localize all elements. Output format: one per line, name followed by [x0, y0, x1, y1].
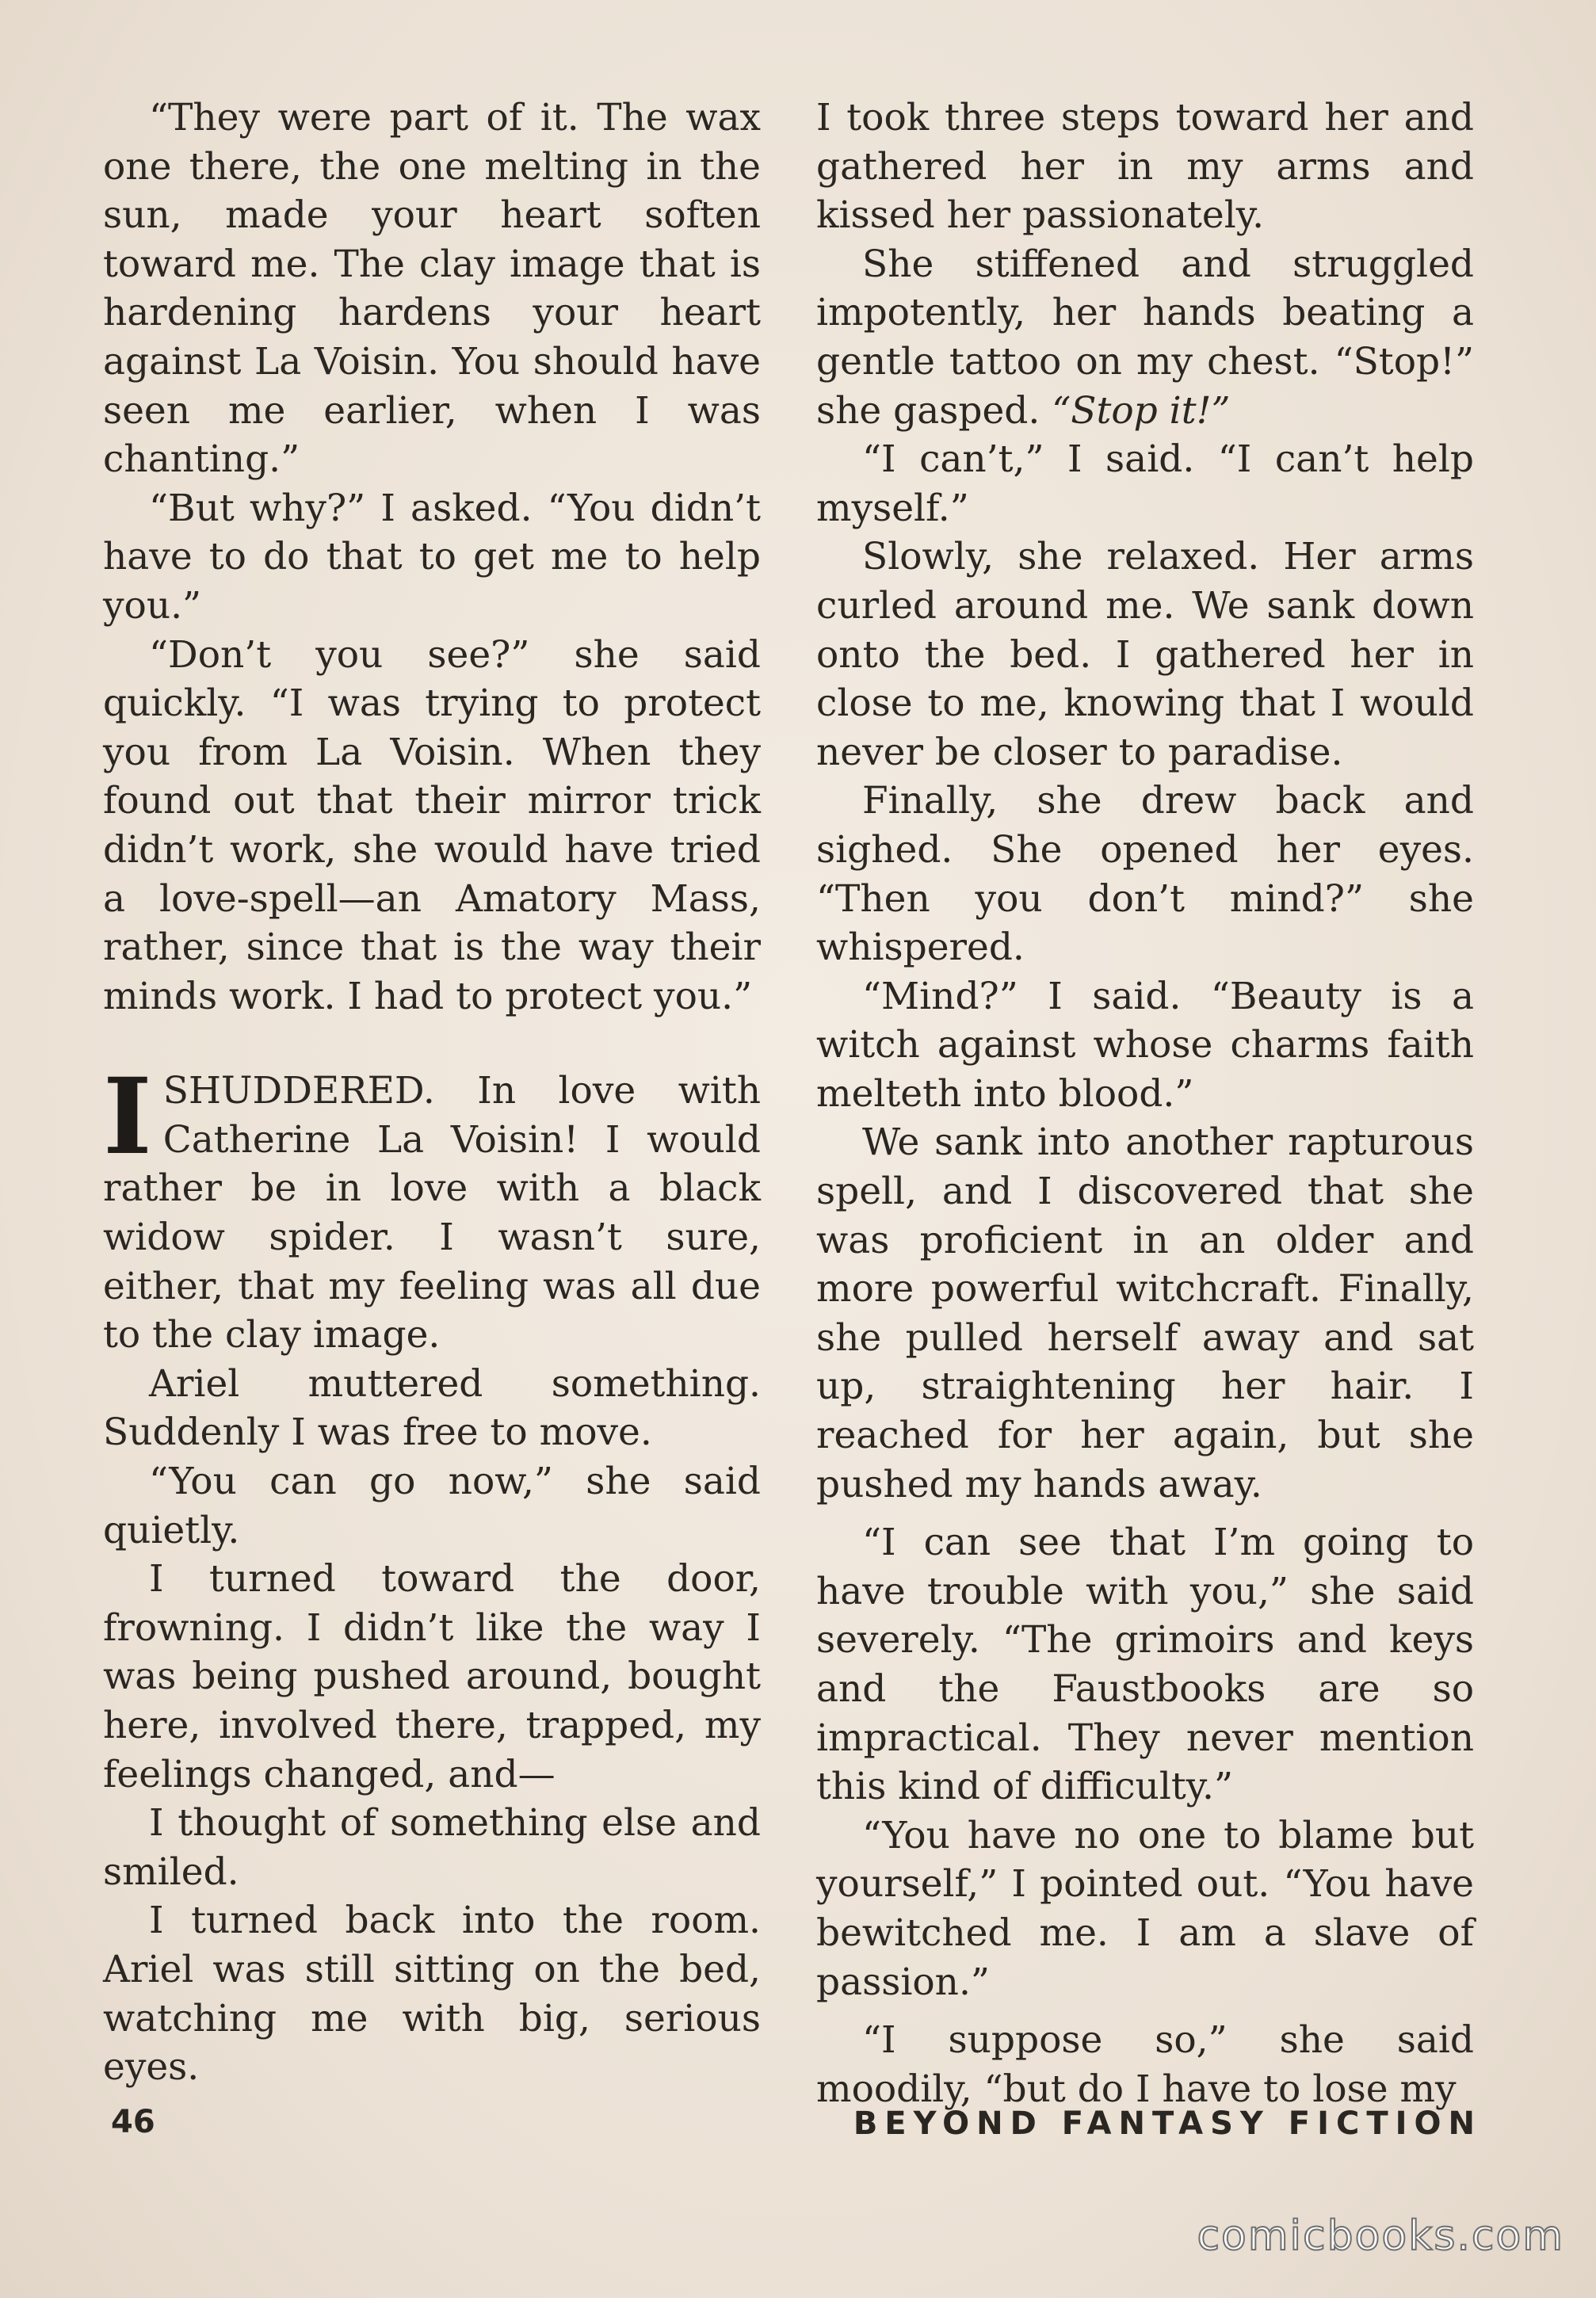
- paragraph: “But why?” I asked. “You didn’t have to do that to get me to help you.”: [103, 486, 761, 628]
- italic-quote: “Stop it!”: [1052, 388, 1231, 433]
- watermark: comicbooks.com: [1197, 2212, 1564, 2260]
- right-text-column: [816, 94, 1474, 2113]
- paragraph: I turned toward the door, frowning. I didn’t like the way I was being pushed around, bought here, involved there, trapped, my feelings changed, and—: [103, 1557, 761, 1796]
- paragraph: Ariel muttered something. Suddenly I was free to move.: [103, 1361, 761, 1455]
- paragraph: I thought of something else and smiled.: [103, 1801, 761, 1894]
- section-opening-paragraph: [103, 1055, 761, 1360]
- paragraph-text: She stiffened and struggled impotently, her hands beating a gentle tattoo on my chest. “Stop!” she gasped.: [816, 242, 1474, 433]
- paragraph: “You have no one to blame but yourself,” I pointed out. “You have bewitched me. I am a slave of passion.”: [816, 1813, 1474, 2004]
- page-footer: [111, 2104, 1482, 2151]
- drop-cap: I: [103, 1055, 152, 1179]
- paragraph: “Mind?” I said. “Beauty is a witch against whose charms faith melteth into blood.”: [816, 974, 1474, 1116]
- paragraph: [816, 240, 1474, 435]
- paragraph: “They were part of it. The wax one there, the one melting in the sun, made your heart soften toward me. The clay image that is hardening hardens your heart against La Voisin. You should have seen me earlier, when I was chanting.”: [103, 96, 761, 482]
- left-text-column: [103, 94, 761, 2092]
- paragraph: We sank into another rapturous spell, and I discovered that she was proficient in an older and more powerful witchcraft. Finally, she pulled herself away and sat up, straightening her hair. I reached for her again, but she pushed my hands away.: [816, 1120, 1474, 1506]
- paragraph: “You can go now,” she said quietly.: [103, 1460, 761, 1552]
- paragraph: Slowly, she relaxed. Her arms curled around me. We sank down onto the bed. I gathered her in close to me, knowing that I would never be closer to paradise.: [816, 535, 1474, 774]
- paragraph: Finally, she drew back and sighed. She opened her eyes. “Then you don’t mind?” she whispered.: [816, 779, 1474, 970]
- page-number: 46: [111, 2104, 155, 2140]
- paragraph: I turned back into the room. Ariel was still sitting on the bed, watching me with big, serious eyes.: [103, 1899, 761, 2090]
- paragraph: “I can’t,” I said. “I can’t help myself.”: [816, 437, 1474, 530]
- paragraph: “Don’t you see?” she said quickly. “I was trying to protect you from La Voisin. When they found out that their mirror trick didn’t work, she would have tried a love-spell—an Amatory Mass, rather, since that is the way their minds work. I had to protect you.”: [103, 632, 761, 1018]
- paragraph: “I can see that I’m going to have trouble with you,” she said severely. “The grimoirs and keys and the Faustbooks are so impractical. They never mention this kind of difficulty.”: [816, 1521, 1474, 1809]
- running-title: BEYOND FANTASY FICTION: [853, 2105, 1482, 2142]
- section-opening-text: SHUDDERED. In love with Catherine La Voisin! I would rather be in love with a black widow spider. I wasn’t sure, either, that my feeling was all due to the clay image.: [103, 1069, 761, 1357]
- paragraph: “I suppose so,” she said moodily, “but do I have to lose my: [816, 2018, 1474, 2111]
- continued-paragraph: I took three steps toward her and gathered her in my arms and kissed her passionately.: [816, 96, 1474, 238]
